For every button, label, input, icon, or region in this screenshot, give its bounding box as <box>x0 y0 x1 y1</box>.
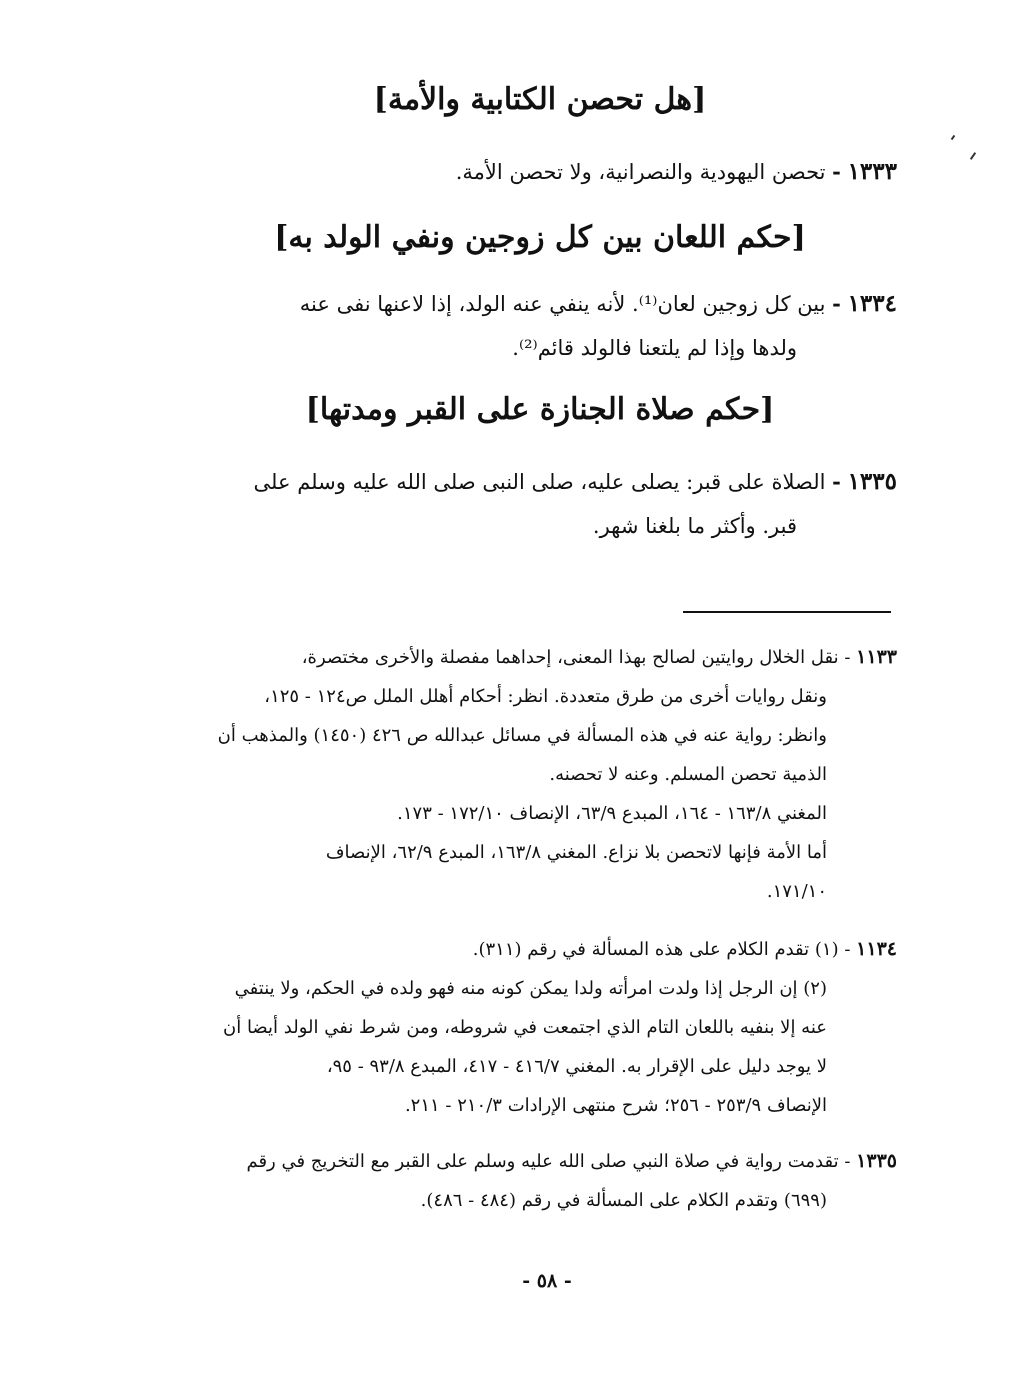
footnote-separator: - <box>844 647 851 668</box>
entry-1335 <box>177 460 897 548</box>
entry-separator: - <box>832 159 841 184</box>
entry-1333 <box>177 150 897 194</box>
section-heading-3: [حكم صلاة الجنازة على القبر ومدتها] <box>305 392 775 427</box>
footnote-number: ١١٣٤ <box>856 938 897 960</box>
footnote-line: عنه إلا بنفيه باللعان التام الذي اجتمعت في شروطه، ومن شرط نفي الولد أيضا أن <box>223 1017 827 1038</box>
footnote-line: ١٧١/١٠. <box>766 881 827 902</box>
footnote-line: المغني ١٦٣/٨ - ١٦٤، المبدع ٦٣/٩، الإنصاف ١٧٢/١٠ - ١٧٣. <box>397 803 827 824</box>
entry-text-line: بين كل زوجين لعان⁽¹⁾. لأنه ينفي عنه الولد، إذا لاعنها نفى عنه <box>299 292 826 316</box>
footnote-line: وانظر: رواية عنه في هذه المسألة في مسائل عبدالله ص ٤٢٦ (١٤٥٠) والمذهب أن <box>217 725 827 746</box>
footnote-number: ١١٣٣ <box>856 646 897 668</box>
entry-text-line: ولدها وإذا لم يلتعنا فالولد قائم⁽²⁾. <box>512 336 797 360</box>
section-heading-2: [حكم اللعان بين كل زوجين ونفي الولد به] <box>274 220 806 255</box>
footnote-line: (٢) إن الرجل إذا ولدت امرأته ولدا يمكن كونه منه فهو ولده في الحكم، ولا ينتفي <box>234 978 827 999</box>
entry-text-line: الصلاة على قبر: يصلى عليه، صلى النبى صلى الله عليه وسلم على <box>253 470 826 494</box>
section-heading-1: [هل تحصن الكتابية والأمة] <box>373 82 707 117</box>
entry-number: ١٣٣٣ <box>847 158 897 185</box>
footnote-line: لا يوجد دليل على الإقرار به. المغني ٤١٦/٧ - ٤١٧، المبدع ٩٣/٨ - ٩٥، <box>326 1056 827 1077</box>
page-number: - ٥٨ - <box>522 1270 572 1292</box>
entry-number: ١٣٣٥ <box>847 468 897 495</box>
entry-text: تحصن اليهودية والنصرانية، ولا تحصن الأمة. <box>455 160 826 184</box>
scan-speck <box>970 152 976 160</box>
entry-separator: - <box>832 291 841 316</box>
entry-1334 <box>177 282 897 370</box>
footnote-1133 <box>177 638 897 911</box>
footnote-line: الذمية تحصن المسلم. وعنه لا تحصنه. <box>549 764 827 785</box>
footnote-separator: - <box>844 939 851 960</box>
entry-number: ١٣٣٤ <box>847 290 897 317</box>
footnote-1134 <box>177 930 897 1125</box>
footnote-line: نقل الخلال روايتين لصالح بهذا المعنى، إحداهما مفصلة والأخرى مختصرة، <box>301 647 839 668</box>
footnote-line: أما الأمة فإنها لاتحصن بلا نزاع. المغني ١٦٣/٨، المبدع ٦٢/٩، الإنصاف <box>325 842 827 863</box>
footnote-line: (١) تقدم الكلام على هذه المسألة في رقم (٣١١). <box>472 939 839 960</box>
footnote-separator: - <box>844 1151 851 1172</box>
scan-speck <box>951 135 956 140</box>
footnote-divider <box>683 611 891 613</box>
footnote-line: الإنصاف ٢٥٣/٩ - ٢٥٦؛ شرح منتهى الإرادات ٢١٠/٣ - ٢١١. <box>404 1095 827 1116</box>
footnote-number: ١٣٣٥ <box>856 1150 897 1172</box>
footnote-line: تقدمت رواية في صلاة النبي صلى الله عليه وسلم على القبر مع التخريج في رقم <box>246 1151 839 1172</box>
footnote-1335 <box>177 1142 897 1220</box>
entry-separator: - <box>832 469 841 494</box>
footnote-line: (٦٩٩) وتقدم الكلام على المسألة في رقم (٤٨٤ - ٤٨٦). <box>420 1190 827 1211</box>
entry-text-line: قبر. وأكثر ما بلغنا شهر. <box>592 514 797 538</box>
footnote-line: ونقل روايات أخرى من طرق متعددة. انظر: أحكام أهلل الملل ص١٢٤ - ١٢٥، <box>264 686 827 707</box>
